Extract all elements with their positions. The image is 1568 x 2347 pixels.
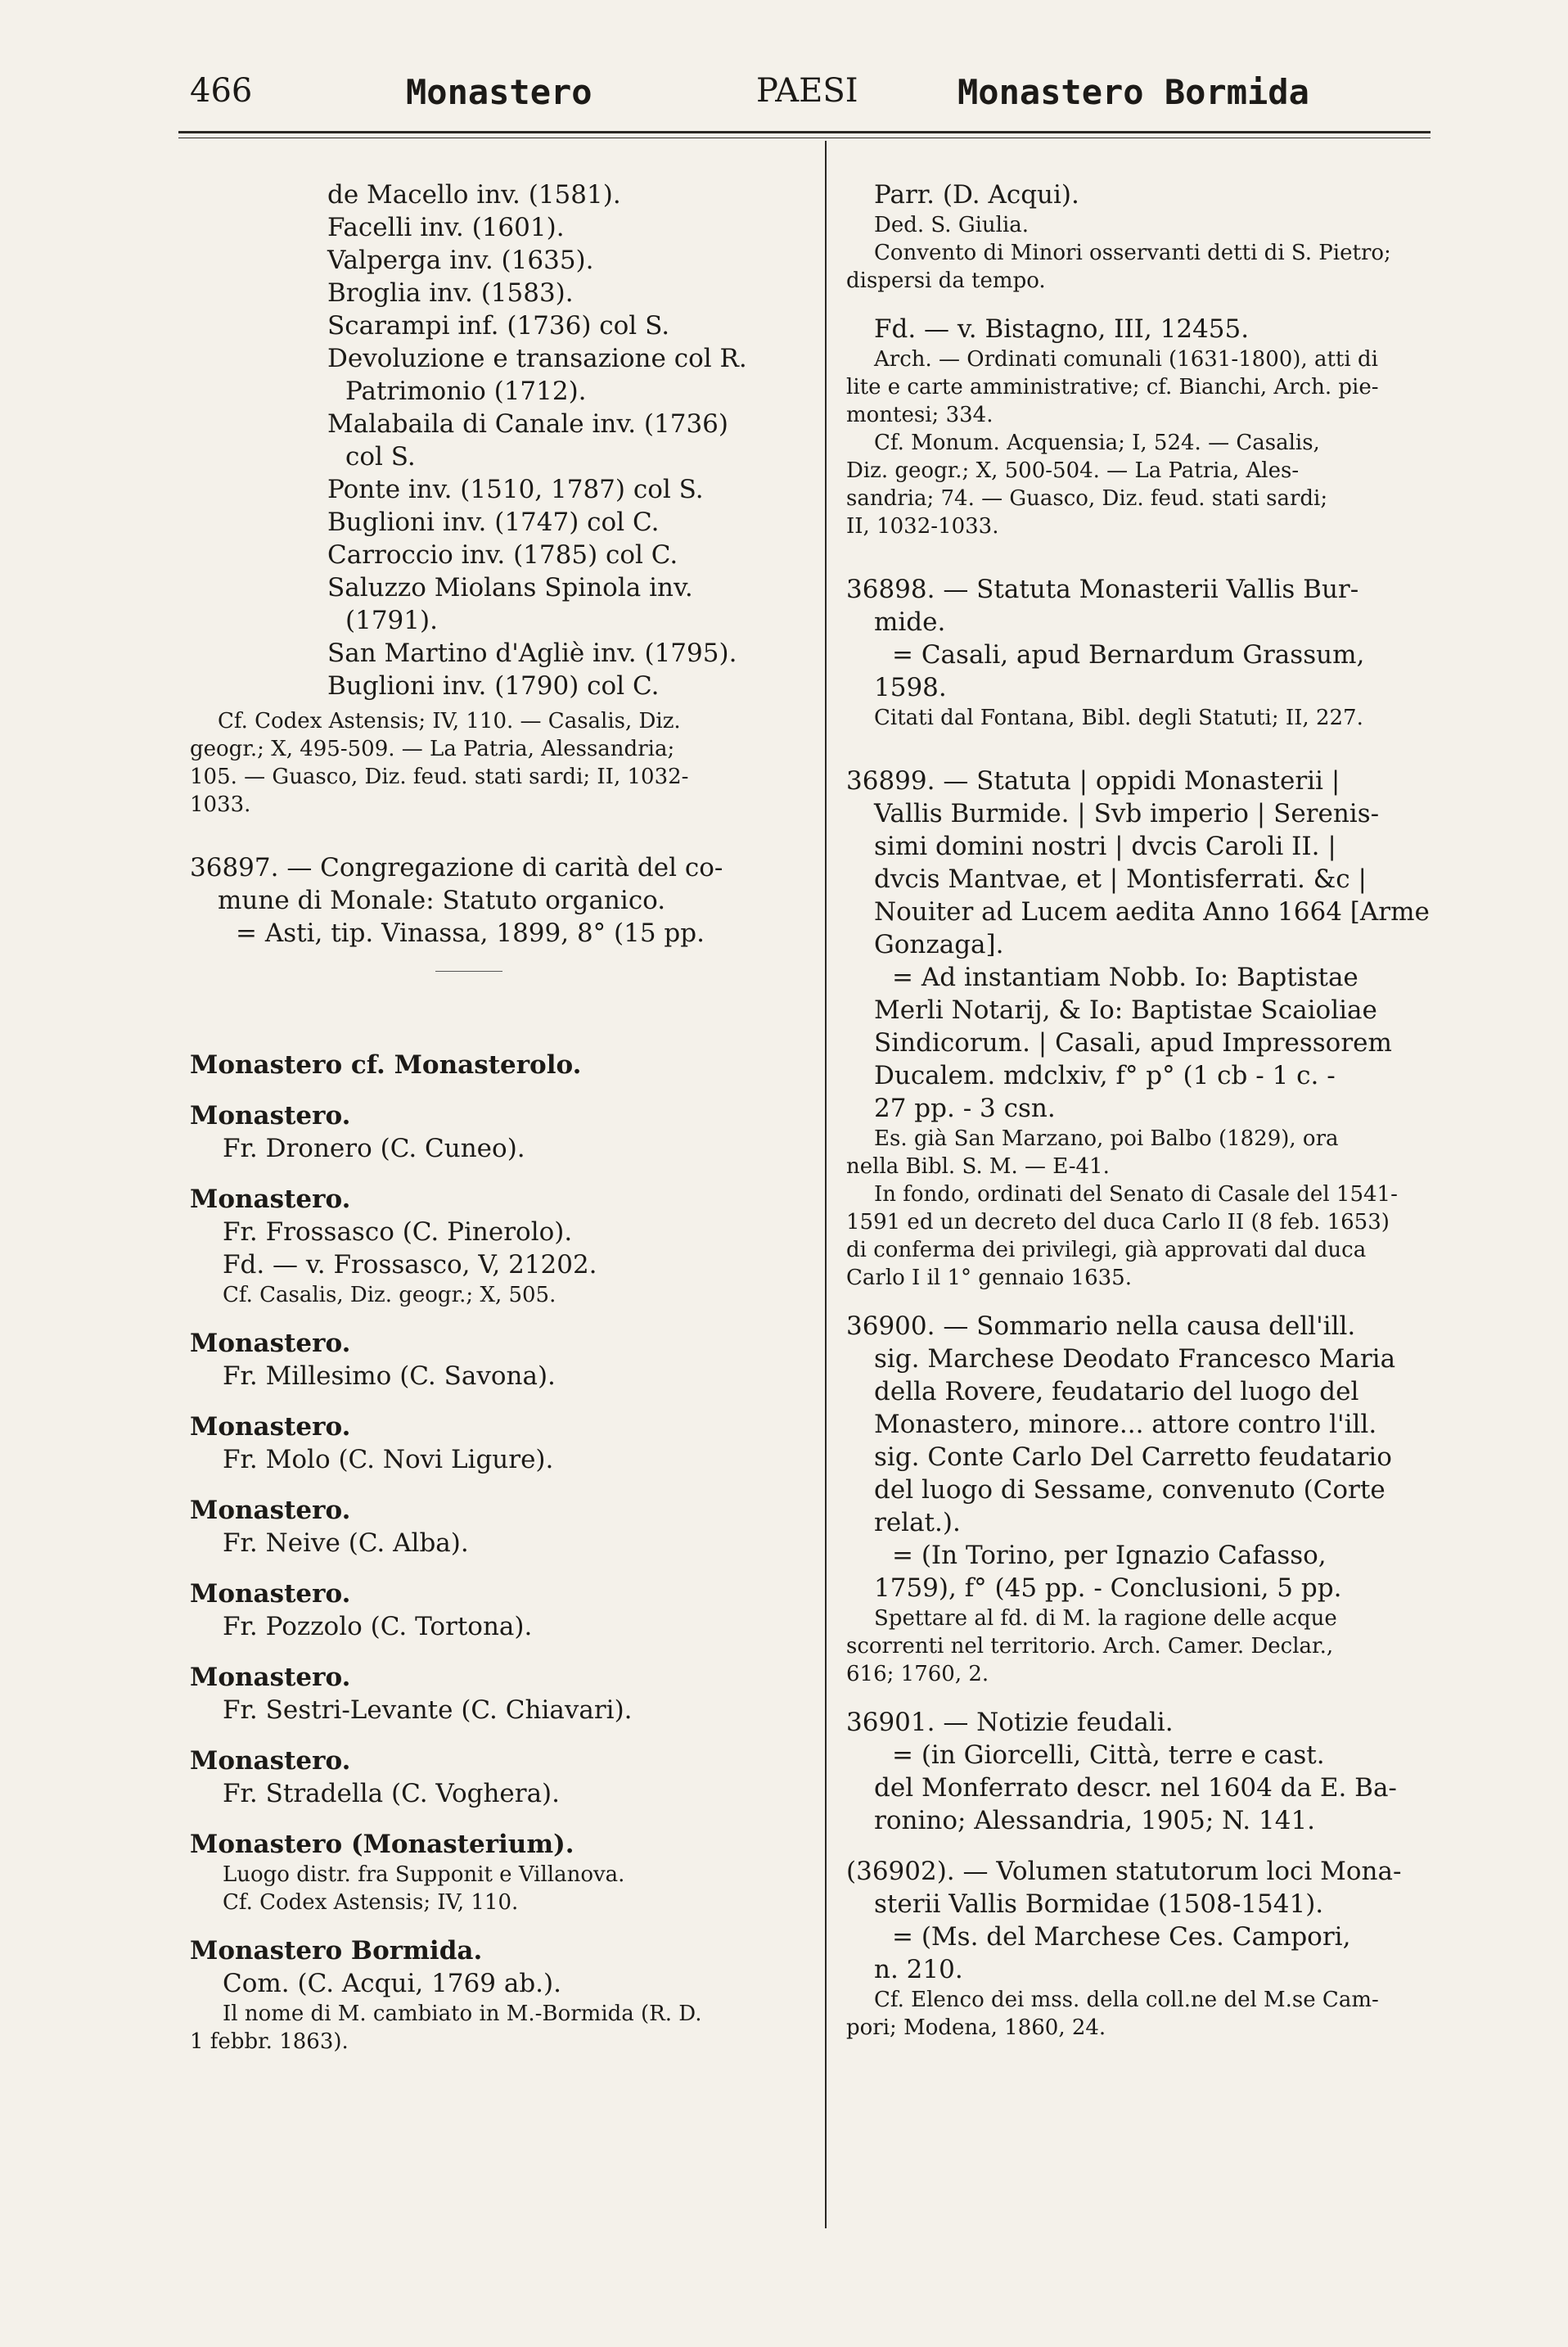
- entry-line: sig. Marchese Deodato Francesco Maria: [874, 1344, 1396, 1374]
- entry-line: Ducalem. mdclxiv, f° p° (1 cb - 1 c. -: [874, 1061, 1336, 1090]
- place-note: Il nome di M. cambiato in M.-Bormida (R. D.: [223, 2002, 702, 2026]
- place-heading: Monastero.: [190, 1746, 351, 1776]
- entry-line: 36899. — Statuta | oppidi Monasterii |: [846, 766, 1340, 796]
- place-note: Luogo distr. fra Supponit e Villanova.: [223, 1862, 625, 1887]
- place-heading: Monastero (Monasterium).: [190, 1830, 574, 1859]
- note-line: 1033.: [190, 792, 251, 817]
- entry-line: = (in Giorcelli, Città, terre e cast.: [892, 1740, 1325, 1770]
- list-item: Carroccio inv. (1785) col C.: [327, 540, 678, 570]
- entry-line: 36897. — Congregazione di carità del co-: [190, 853, 723, 882]
- place-heading: Monastero.: [190, 1185, 351, 1214]
- entry-line: simi domini nostri | dvcis Caroli II. |: [874, 832, 1336, 861]
- place-note: Cf. Codex Astensis; IV, 110.: [223, 1890, 519, 1915]
- list-item: Devoluzione e transazione col R.: [327, 344, 747, 373]
- place-detail: Fr. Frossasco (C. Pinerolo).: [223, 1217, 573, 1247]
- entry-line: = Ad instantiam Nobb. Io: Baptistae: [892, 963, 1358, 992]
- note-line: Cf. Codex Astensis; IV, 110. — Casalis, Diz.: [218, 709, 681, 733]
- entry-line: ronino; Alessandria, 1905; N. 141.: [874, 1806, 1316, 1835]
- entry-line: Monastero, minore... attore contro l'ill.: [874, 1410, 1377, 1439]
- note-line: 1591 ed un decreto del duca Carlo II (8 feb. 1653): [846, 1210, 1390, 1234]
- note-line: lite e carte amministrative; cf. Bianchi, Arch. pie-: [846, 375, 1379, 399]
- place-heading: Monastero.: [190, 1663, 351, 1692]
- entry-36902: [846, 1855, 1450, 2042]
- entry-line: Merli Notarij, & Io: Baptistae Scaioliae: [874, 995, 1377, 1025]
- place-note: 1 febbr. 1863).: [190, 2029, 349, 2054]
- note-line: II, 1032-1033.: [846, 514, 999, 539]
- note-line: Arch. — Ordinati comunali (1631-1800), atti di: [874, 347, 1378, 372]
- place-detail: Fr. Pozzolo (C. Tortona).: [223, 1612, 533, 1641]
- place-detail: Fr. Sestri-Levante (C. Chiavari).: [223, 1695, 633, 1725]
- note-line: Es. già San Marzano, poi Balbo (1829), ora: [874, 1126, 1339, 1151]
- entry-line: Nouiter ad Lucem aedita Anno 1664 [Arme: [874, 897, 1430, 927]
- entry-line: = (In Torino, per Ignazio Cafasso,: [892, 1541, 1327, 1570]
- list-item: Valperga inv. (1635).: [327, 246, 594, 275]
- center-heading: PAESI: [756, 72, 858, 110]
- list-item: Broglia inv. (1583).: [327, 278, 574, 308]
- note-line: Cf. Elenco dei mss. della coll.ne del M.se Cam-: [874, 1988, 1379, 2012]
- note-line: Convento di Minori osservanti detti di S. Pietro;: [874, 241, 1391, 265]
- separator-dash: [435, 971, 502, 972]
- inventory-list: [190, 178, 802, 702]
- entry-line: 1759), f° (45 pp. - Conclusioni, 5 pp.: [874, 1573, 1342, 1603]
- list-item: (1791).: [345, 606, 438, 635]
- note-line: 105. — Guasco, Diz. feud. stati sardi; II, 1032-: [190, 765, 689, 789]
- place-heading: Monastero.: [190, 1579, 351, 1609]
- entry-line: Parr. (D. Acqui).: [874, 180, 1079, 210]
- note-line: Ded. S. Giulia.: [874, 213, 1030, 237]
- entry-line: Fd. — v. Bistagno, III, 12455.: [874, 314, 1250, 344]
- note-line: dispersi da tempo.: [846, 269, 1046, 293]
- place-detail: Com. (C. Acqui, 1769 ab.).: [223, 1969, 561, 1998]
- right-heading: Monastero Bormida: [957, 72, 1309, 112]
- page-number: 466: [190, 72, 253, 110]
- entry-line: 36901. — Notizie feudali.: [846, 1708, 1174, 1737]
- entry-36897: [190, 851, 802, 950]
- place-detail: Fr. Dronero (C. Cuneo).: [223, 1134, 525, 1163]
- place-detail: Fd. — v. Frossasco, V, 21202.: [223, 1250, 597, 1280]
- place-heading: Monastero.: [190, 1496, 351, 1525]
- list-item: San Martino d'Agliè inv. (1795).: [327, 639, 737, 668]
- parish-info: [846, 178, 1450, 540]
- entry-line: 27 pp. - 3 csn.: [874, 1094, 1056, 1123]
- entry-line: = (Ms. del Marchese Ces. Campori,: [892, 1922, 1351, 1952]
- entry-line: sig. Conte Carlo Del Carretto feudatario: [874, 1442, 1392, 1472]
- column-divider: [825, 141, 827, 2228]
- entry-line: Gonzaga].: [874, 930, 1004, 959]
- right-column: [846, 178, 1450, 2042]
- place-heading: Monastero.: [190, 1329, 351, 1358]
- entry-line: della Rovere, feudatario del luogo del: [874, 1377, 1359, 1406]
- entry-line: Sindicorum. | Casali, apud Impressorem: [874, 1028, 1392, 1058]
- note-line: sandria; 74. — Guasco, Diz. feud. stati sardi;: [846, 486, 1328, 511]
- note-line: nella Bibl. S. M. — E-41.: [846, 1154, 1110, 1179]
- note-line: In fondo, ordinati del Senato di Casale del 1541-: [874, 1182, 1398, 1207]
- list-item: de Macello inv. (1581).: [327, 180, 621, 210]
- entry-line: 36900. — Sommario nella causa dell'ill.: [846, 1311, 1356, 1341]
- entry-line: (36902). — Volumen statutorum loci Mona-: [846, 1857, 1402, 1886]
- entry-line: sterii Vallis Bormidae (1508-1541).: [874, 1889, 1324, 1919]
- place-note: Cf. Casalis, Diz. geogr.; X, 505.: [223, 1283, 556, 1307]
- entry-line: del Monferrato descr. nel 1604 da E. Ba-: [874, 1773, 1397, 1803]
- note-line: di conferma dei privilegi, già approvati dal duca: [846, 1238, 1367, 1262]
- entry-line: n. 210.: [874, 1955, 963, 1984]
- left-column: [190, 178, 802, 2056]
- entry-line: 36898. — Statuta Monasterii Vallis Bur-: [846, 575, 1359, 604]
- note-line: Cf. Monum. Acquensia; I, 524. — Casalis,: [874, 431, 1320, 455]
- note-line: geogr.; X, 495-509. — La Patria, Alessandria;: [190, 737, 675, 761]
- entry-line: = Casali, apud Bernardum Grassum,: [892, 640, 1365, 670]
- entry-line: mune di Monale: Statuto organico.: [218, 886, 666, 915]
- note-line: Spettare al fd. di M. la ragione delle acque: [874, 1606, 1337, 1631]
- list-item: Scarampi inf. (1736) col S.: [327, 311, 670, 341]
- entry-line: mide.: [874, 607, 946, 637]
- list-item: Saluzzo Miolans Spinola inv.: [327, 573, 693, 603]
- list-item: Buglioni inv. (1790) col C.: [327, 671, 660, 701]
- entry-36900: [846, 1310, 1450, 1688]
- list-item: col S.: [345, 442, 416, 472]
- reference-note: [190, 707, 802, 819]
- left-heading: Monastero: [406, 72, 593, 112]
- place-heading: Monastero.: [190, 1101, 351, 1131]
- note-line: 616; 1760, 2.: [846, 1662, 989, 1686]
- list-item: Malabaila di Canale inv. (1736): [327, 409, 728, 439]
- note-line: scorrenti nel territorio. Arch. Camer. Declar.,: [846, 1634, 1334, 1659]
- note-line: Carlo I il 1° gennaio 1635.: [846, 1266, 1132, 1290]
- place-heading: Monastero cf. Monasterolo.: [190, 1050, 582, 1080]
- list-item: Facelli inv. (1601).: [327, 213, 565, 242]
- place-heading: Monastero Bormida.: [190, 1936, 483, 1966]
- note-line: montesi; 334.: [846, 403, 994, 427]
- entry-line: = Asti, tip. Vinassa, 1899, 8° (15 pp.: [236, 918, 705, 948]
- entry-line: dvcis Mantvae, et | Montisferrati. &c |: [874, 864, 1367, 894]
- entry-36901: [846, 1706, 1450, 1837]
- list-item: Ponte inv. (1510, 1787) col S.: [327, 475, 704, 504]
- entry-line: Vallis Burmide. | Svb imperio | Serenis-: [874, 799, 1380, 828]
- list-item: Buglioni inv. (1747) col C.: [327, 508, 660, 537]
- list-item: Patrimonio (1712).: [345, 377, 587, 406]
- place-detail: Fr. Millesimo (C. Savona).: [223, 1361, 556, 1391]
- entry-line: relat.).: [874, 1508, 961, 1537]
- entry-line: 1598.: [874, 673, 947, 702]
- place-entries: [190, 1049, 802, 2056]
- entry-line: del luogo di Sessame, convenuto (Corte: [874, 1475, 1386, 1505]
- entry-36899: [846, 765, 1450, 1292]
- header-rule-thick: [178, 131, 1431, 133]
- place-detail: Fr. Stradella (C. Voghera).: [223, 1779, 561, 1808]
- place-detail: Fr. Molo (C. Novi Ligure).: [223, 1445, 554, 1474]
- running-header: [0, 72, 1568, 121]
- entry-36898: [846, 573, 1450, 732]
- note-line: pori; Modena, 1860, 24.: [846, 2015, 1106, 2040]
- note-line: Diz. geogr.; X, 500-504. — La Patria, Ales-: [846, 458, 1300, 483]
- note-line: Citati dal Fontana, Bibl. degli Statuti; II, 227.: [874, 706, 1363, 730]
- place-heading: Monastero.: [190, 1412, 351, 1442]
- place-detail: Fr. Neive (C. Alba).: [223, 1528, 469, 1558]
